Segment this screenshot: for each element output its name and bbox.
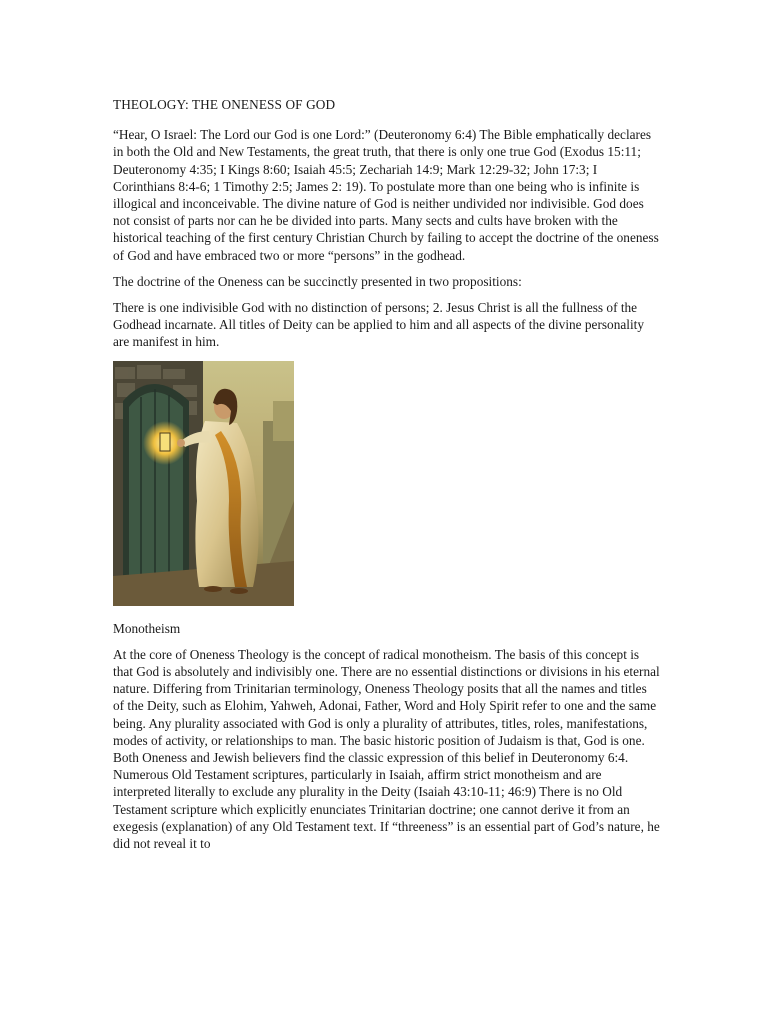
paragraph-propositions-lead: The doctrine of the Oneness can be succinctly presented in two propositions: [113,273,522,289]
document-page [113,96,661,861]
painting-christ-knocking-icon [113,361,294,606]
painting-image [113,361,294,606]
document-title: THEOLOGY: THE ONENESS OF GOD [113,97,336,112]
paragraph-propositions: There is one indivisible God with no distinction of persons; 2. Jesus Christ is all the fullness of the Godhead incarnate. All titles of Deity can be applied to him and all aspects of the divine personality are manifest in him. [113,300,644,350]
section-heading: Monotheism [113,620,181,636]
paragraph-monotheism: At the core of Oneness Theology is the concept of radical monotheism. The basis of this concept is that God is absolutely and indivisibly one. There are no essential distinctions or divisions in his eternal nature. Differing from Trinitarian terminology, Oneness Theology posits that all the names and titles of the Deity, such as Elohim, Yahweh, Adonai, Father, Word and Holy Spirit refer to one and the same being. Any plurality associated with God is only a plurality of attributes, titles, roles, manifestations, modes of activity, or relationships to man. The basic historic position of Judaism is that, God is one. Both Oneness and Jewish believers find the classic expression of this belief in Deuteronomy 6:4. Numerous Old Testament scriptures, particularly in Isaiah, affirm strict monotheism and are interpreted literally to exclude any plurality in the Deity (Isaiah 43:10-11; 46:9) There is no Old Testament scripture which explicitly enunciates Trinitarian doctrine; one cannot derive it from an exegesis (explanation) of any Old Testament text. If “threeness” is an essential part of God’s nature, he did not reveal it to [113,646,660,852]
paragraph-intro: “Hear, O Israel: The Lord our God is one Lord:” (Deuteronomy 6:4) The Bible emphatically declares in both the Old and New Testaments, the great truth, that there is only one true God (Exodus 15:11; Deuteronomy 4:35; I Kings 8:60; Isaiah 45:5; Zechariah 14:9; Mark 12:29-32; John 17:3; I Corinthians 8:4-6; 1 Timothy 2:5; James 2: 19). To postulate more than one being who is infinite is illogical and inconceivable. The divine nature of God is neither undivided nor indivisible. God does not consist of parts nor can he be divided into parts. Many sects and cults have broken with the historical teaching of the first century Christian Church by failing to accept the doctrine of the oneness of God and have embraced two or more “persons” in the godhead. [113,127,659,263]
